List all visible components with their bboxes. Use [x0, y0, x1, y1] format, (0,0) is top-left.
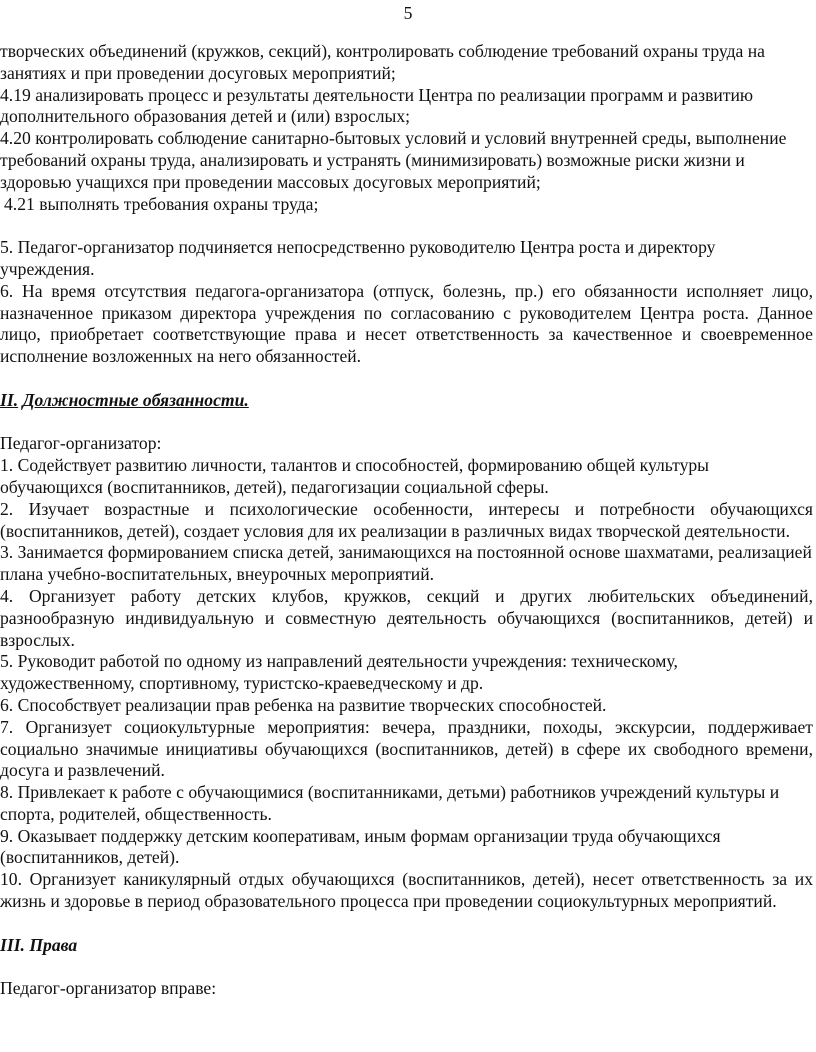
spacer — [0, 215, 813, 237]
duty-item: 5. Руководит работой по одному из направлений деятельности учреждения: техническому, художественному, спортивному, туристско-краеведческому и др. — [0, 651, 678, 694]
item-5-subordination: 5. Педагог-организатор подчиняется непосредственно руководителю Центра роста и директору учреждения. — [0, 237, 716, 279]
spacer — [0, 913, 813, 935]
document-body — [0, 41, 813, 1000]
section-3-heading: III. Права — [0, 934, 78, 955]
duty-item: 2. Изучает возрастные и психологические особенности, интересы и потребности обучающихся (воспитанников, детей), создает условия для их реализации в различных видах творческой деятельности. — [0, 498, 813, 541]
spacer — [0, 368, 813, 390]
item-4-19: 4.19 анализировать процесс и результаты деятельности Центра по реализации программ и развитию дополнительного образования детей и (или) взрослых; — [0, 84, 754, 127]
section-2-roman: II. — [0, 389, 19, 410]
section-2-title: Должностные обязанности. — [22, 389, 249, 410]
item-4-21: 4.21 выполнять требования охраны труда; — [4, 193, 319, 214]
duty-item: 4. Организует работу детских клубов, кружков, секций и других любительских объединений, разнообразную индивидуальную и совместную деятельность обучающихся (воспитанников, детей) и взрослых. — [0, 585, 813, 650]
item-6-substitution: 6. На время отсутствия педагога-организатора (отпуск, болезнь, пр.) его обязанности исполняет лицо, назначенное приказом директора учреждения по согласованию с руководителем Центра роста. Данное лицо, приобретает соответствующие права и несет ответственность за качественное и своевременное исполнение возложенных на него обязанностей. — [0, 280, 813, 367]
spacer — [0, 412, 813, 434]
duty-item: 1. Содействует развитию личности, талантов и способностей, формированию общей культуры обучающихся (воспитанников, детей), педагогизации социальной сферы. — [0, 455, 709, 497]
duty-item: 9. Оказывает поддержку детским кооперативам, иным формам организации труда обучающихся (воспитанников, детей). — [0, 825, 721, 868]
duty-item: 6. Способствует реализации прав ребенка на развитие творческих способностей. — [0, 694, 607, 715]
page-number: 5 — [403, 3, 413, 23]
spacer — [0, 956, 813, 978]
duty-item: 10. Организует каникулярный отдых обучающихся (воспитанников, детей), несет ответственность за их жизнь и здоровье в период образовательного процесса при проведении социокультурных мероприятий. — [0, 869, 813, 912]
duty-item: 8. Привлекает к работе с обучающимися (воспитанниками, детьми) работников учреждений культуры и спорта, родителей, общественность. — [0, 782, 780, 824]
duty-item: 7. Организует социокультурные мероприятия: вечера, праздники, походы, экскурсии, поддерживает социально значимые инициативы обучающихся (воспитанников, детей) в сфере их свободного времени, досуга и развлечений. — [0, 716, 813, 781]
item-4-20: 4.20 контролировать соблюдение санитарно-бытовых условий и условий внутренней среды, выполнение требований охраны труда, анализировать и устранять (минимизировать) возможные риски жизни и здоровью учащихся при проведении массовых досуговых мероприятий; — [0, 128, 787, 192]
duty-item: 3. Занимается формированием списка детей, занимающихся на постоянной основе шахматами, реализацией плана учебно-воспитательных, внеурочных мероприятий. — [0, 542, 812, 585]
intro-continuation: творческих объединений (кружков, секций), контролировать соблюдение требований охраны труда на занятиях и при проведении досуговых мероприятий; — [0, 41, 765, 83]
section-2-lead: Педагог-организатор: — [0, 433, 162, 454]
section-3-lead: Педагог-организатор вправе: — [0, 978, 217, 999]
section-2-heading — [0, 390, 813, 412]
